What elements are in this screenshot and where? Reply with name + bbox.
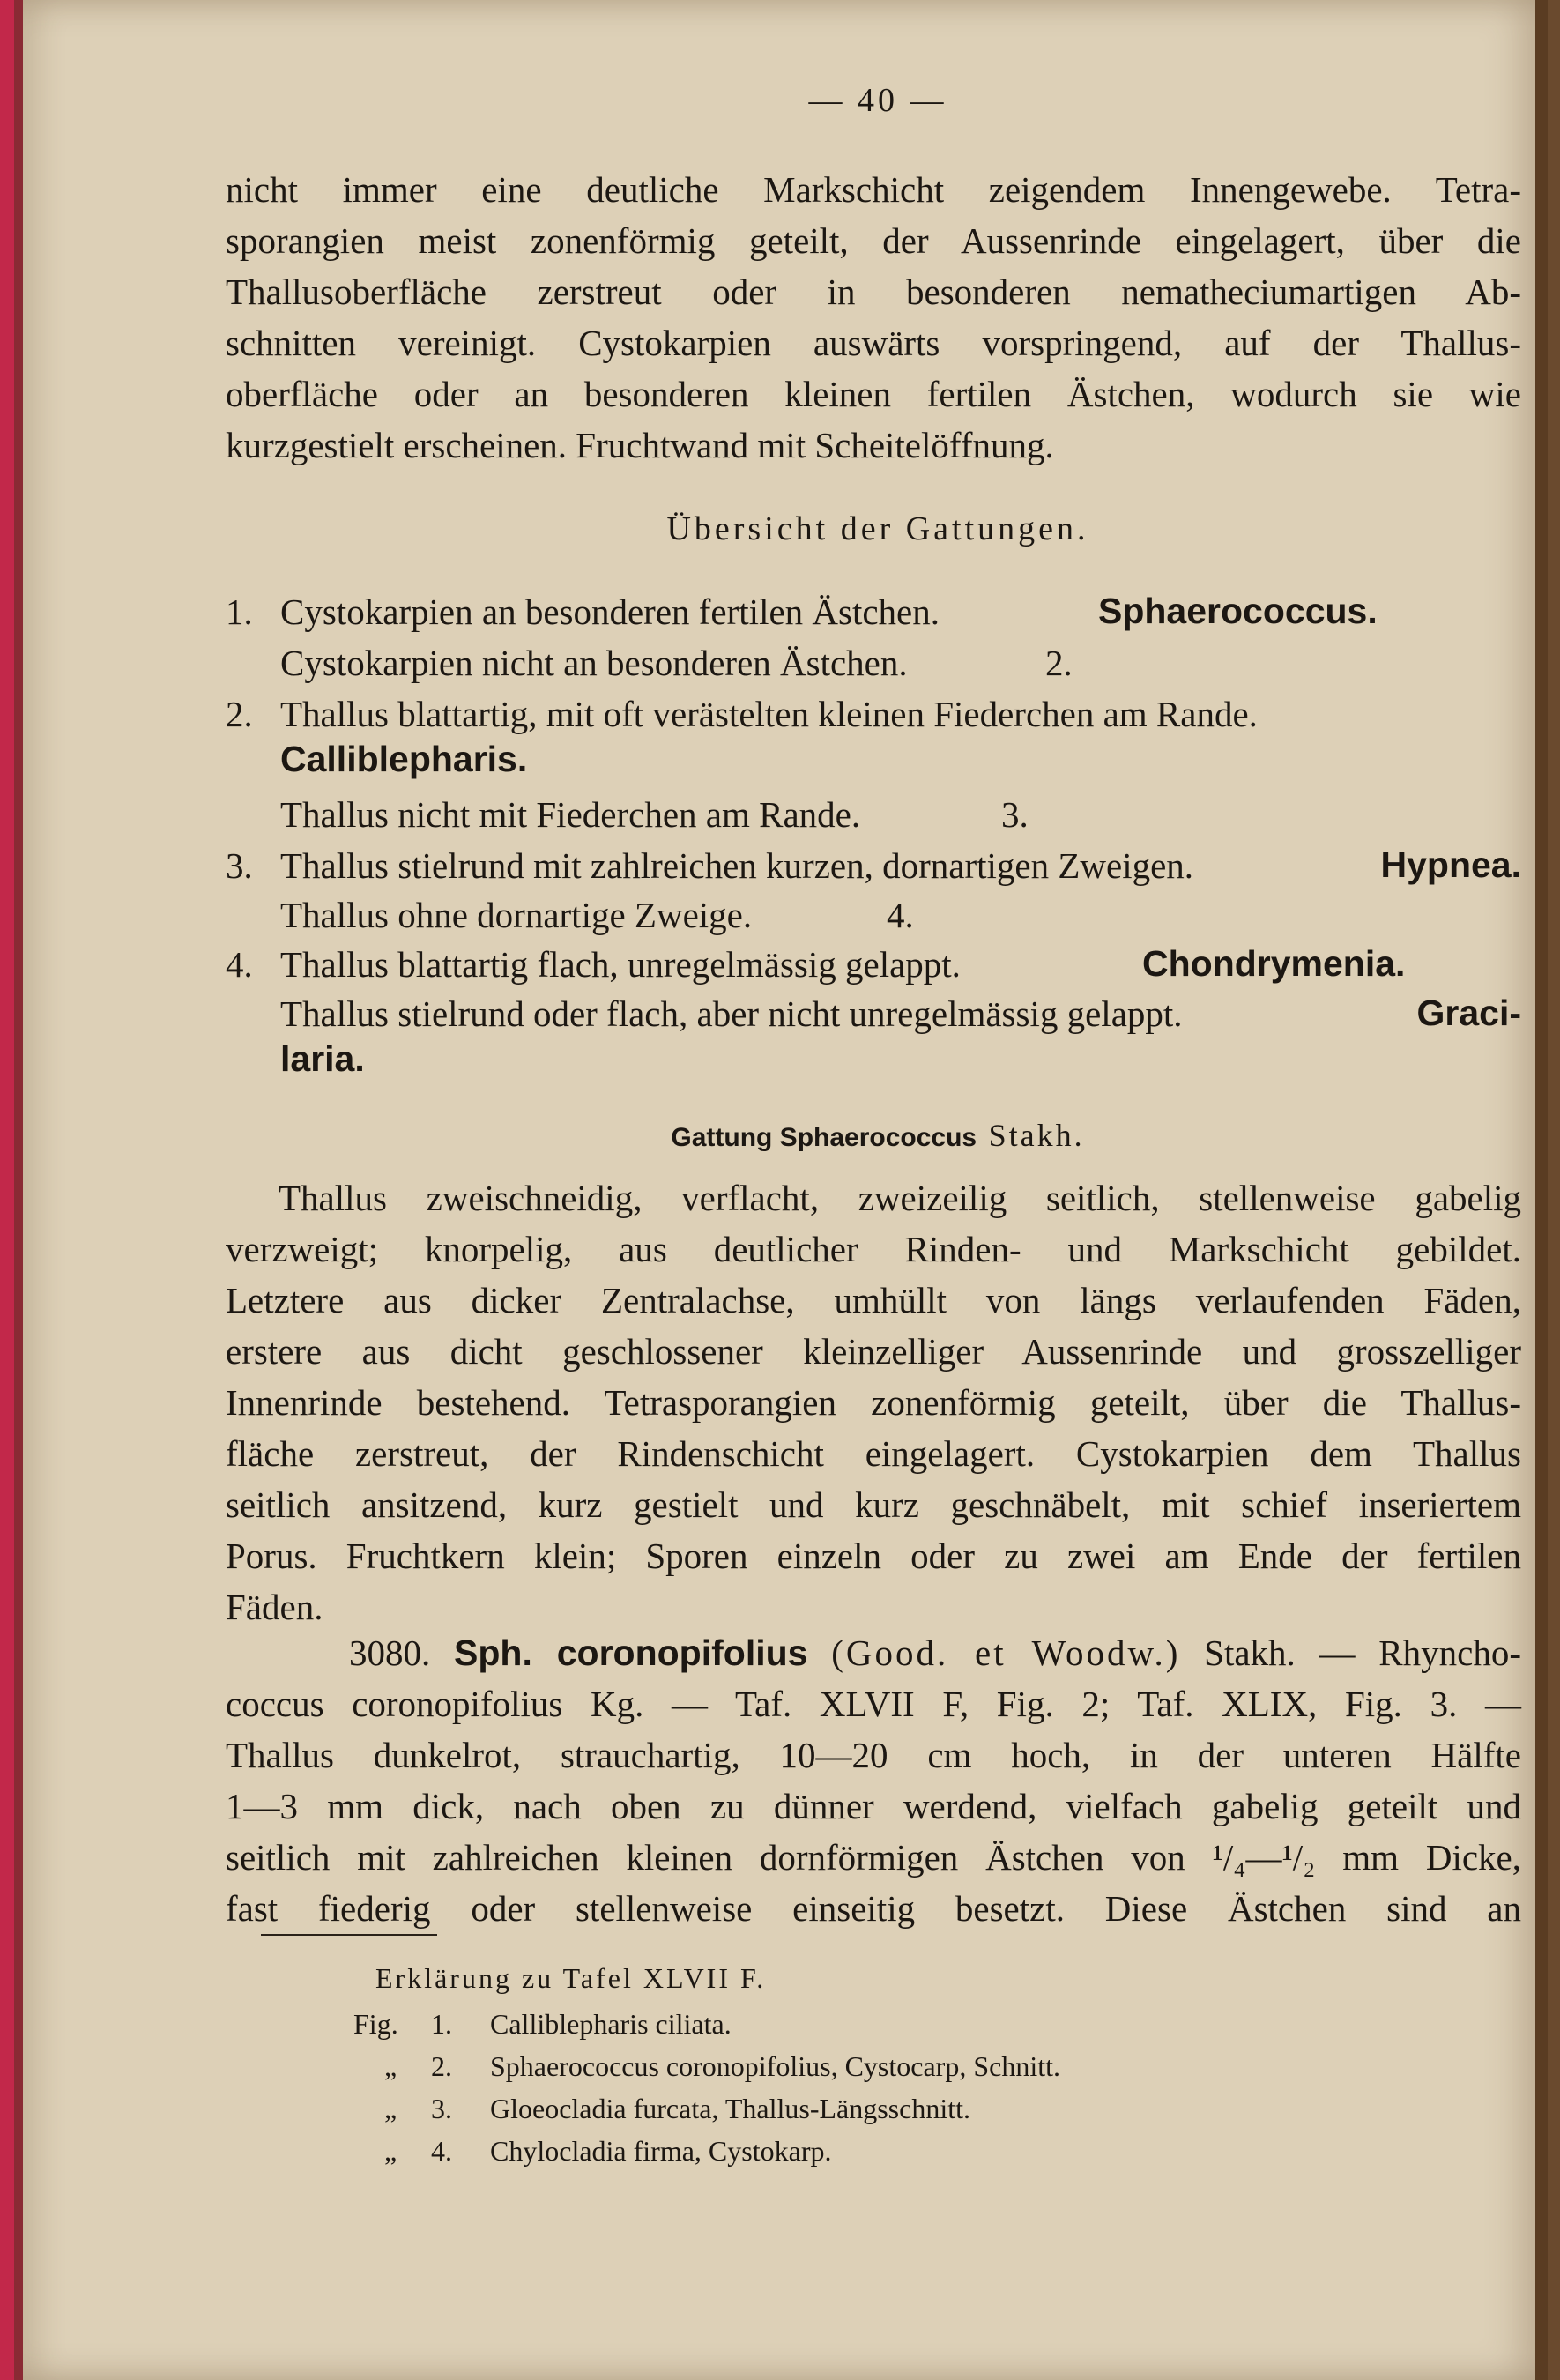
key-number: 4.	[226, 944, 253, 985]
key-heading: Übersicht der Gattungen.	[666, 510, 1089, 547]
footnote-text: Calliblepharis ciliata.	[490, 2008, 732, 2040]
key-text: Cystokarpien an besonderen fertilen Ästchen.	[280, 591, 940, 632]
footnote-text: Chylocladia firma, Cystokarp.	[490, 2135, 832, 2167]
book-page	[23, 0, 1548, 2380]
species-line: coccus coronopifolius Kg. — Taf. XLVII F, Fig. 2; Taf. XLIX, Fig. 3. —	[226, 1684, 1521, 1724]
key-text: Thallus stielrund oder flach, aber nicht unregelmässig gelappt.	[280, 993, 1183, 1034]
footnote-number: 1.	[431, 2008, 452, 2040]
book-binding-shadow	[14, 0, 23, 2380]
species-number: 3080.	[349, 1633, 431, 1673]
footnote-text: Sphaerococcus coronopifolius, Cystocarp, Schnitt.	[490, 2050, 1060, 2082]
genus-heading	[226, 1116, 1530, 1155]
page-number: — 40 —	[808, 82, 947, 119]
footnote-title: Erklärung zu Tafel XLVII F.	[375, 1962, 767, 1994]
key-ref: 2.	[1045, 643, 1073, 683]
footnote-rule	[261, 1934, 437, 1936]
genus-heading-name: Gattung Sphaerococcus	[671, 1123, 977, 1152]
key-number: 2.	[226, 694, 253, 734]
key-text: Cystokarpien nicht an besonderen Ästchen.	[280, 643, 908, 683]
key-text: Thallus stielrund mit zahlreichen kurzen, dornartigen Zweigen.	[280, 845, 1194, 886]
key-text: Thallus ohne dornartige Zweige.	[280, 895, 753, 935]
species-author-rest: Stakh. — Rhyncho-	[1204, 1633, 1522, 1673]
footnote-prefix: „	[384, 2135, 397, 2167]
footnote-number: 4.	[431, 2135, 452, 2167]
footnote-text: Gloeocladia furcata, Thallus-Längsschnitt.	[490, 2093, 970, 2124]
species-line: Thallus dunkelrot, strauchartig, 10—20 cm hoch, in der unteren Hälfte	[226, 1735, 1521, 1775]
key-ref: 4.	[887, 895, 914, 935]
genus-desc-line: Thallus zweischneidig, verflacht, zweizeilig seitlich, stellenweise gabelig	[279, 1178, 1521, 1218]
key-number: 1.	[226, 591, 253, 632]
key-text: Thallus blattartig flach, unregelmässig gelappt.	[280, 944, 961, 985]
page-content	[226, 0, 1530, 2380]
key-text: Thallus blattartig, mit oft verästelten kleinen Fiederchen am Rande.	[280, 694, 1258, 734]
intro-paragraph	[226, 164, 1521, 471]
species-line: 1—3 mm dick, nach oben zu dünner werdend, vielfach gabelig geteilt und	[226, 1786, 1521, 1826]
key-genus: Hypnea.	[1380, 844, 1521, 885]
key-genus: Sphaerococcus.	[1098, 591, 1378, 631]
genus-desc-line: Porus. Fruchtkern klein; Sporen einzeln oder zu zwei am Ende der fertilen	[226, 1536, 1521, 1576]
genus-heading-author: Stakh.	[988, 1118, 1085, 1153]
key-genus: laria.	[280, 1038, 365, 1079]
footnote-number: 3.	[431, 2093, 452, 2124]
footnote-prefix: „	[384, 2050, 397, 2082]
species-line: fast fiederig oder stellenweise einseitig besetzt. Diese Ästchen sind an	[226, 1888, 1521, 1929]
species-first-line	[226, 1627, 1521, 1678]
species-line: seitlich mit zahlreichen kleinen dornförmigen Ästchen von ¹/₄—¹/₂ mm Dicke,	[226, 1837, 1521, 1878]
key-ref: 3.	[1001, 794, 1029, 835]
intro-line: schnitten vereinigt. Cystokarpien auswärts vorspringend, auf der Thallus-	[226, 323, 1521, 363]
footnote-number: 2.	[431, 2050, 452, 2082]
key-genus: Graci-	[1416, 993, 1521, 1033]
book-binding-edge	[0, 0, 14, 2380]
intro-line: Thallusoberfläche zerstreut oder in besonderen nematheciumartigen Ab-	[226, 271, 1521, 312]
key-text: Thallus nicht mit Fiederchen am Rande.	[280, 794, 861, 835]
footnote-prefix: „	[384, 2093, 397, 2124]
key-genus: Chondrymenia.	[1142, 943, 1406, 984]
intro-line: nicht immer eine deutliche Markschicht zeigendem Innengewebe. Tetra-	[226, 169, 1521, 210]
species-entry	[226, 1627, 1521, 1934]
footnote-prefix: Fig.	[353, 2008, 398, 2040]
genus-desc-line: fläche zerstreut, der Rindenschicht eingelagert. Cystokarpien dem Thallus	[226, 1433, 1521, 1474]
intro-line: oberfläche oder an besonderen kleinen fertilen Ästchen, wodurch sie wie	[226, 374, 1521, 414]
intro-line: sporangien meist zonenförmig geteilt, der Aussenrinde eingelagert, über die	[226, 220, 1521, 261]
genus-desc-line: Innenrinde bestehend. Tetrasporangien zonenförmig geteilt, über die Thallus-	[226, 1382, 1521, 1423]
species-name: Sph. coronopifolius	[454, 1633, 808, 1673]
key-number: 3.	[226, 845, 253, 886]
genus-description	[226, 1172, 1521, 1633]
species-author: (Good. et Woodw.)	[831, 1633, 1181, 1673]
genus-desc-line: erstere aus dicht geschlossener kleinzelliger Aussenrinde und grosszelliger	[226, 1331, 1521, 1372]
key-genus: Calliblepharis.	[280, 739, 528, 779]
page-stack-edge	[1535, 0, 1548, 2380]
intro-line: kurzgestielt erscheinen. Fruchtwand mit Scheitelöffnung.	[226, 425, 1054, 465]
genus-desc-line: verzweigt; knorpelig, aus deutlicher Rinden- und Markschicht gebildet.	[226, 1229, 1521, 1269]
genus-desc-line: Letztere aus dicker Zentralachse, umhüllt von längs verlaufenden Fäden,	[226, 1280, 1521, 1320]
genus-desc-line: seitlich ansitzend, kurz gestielt und kurz geschnäbelt, mit schief inseriertem	[226, 1484, 1521, 1525]
genus-desc-line: Fäden.	[226, 1587, 323, 1627]
